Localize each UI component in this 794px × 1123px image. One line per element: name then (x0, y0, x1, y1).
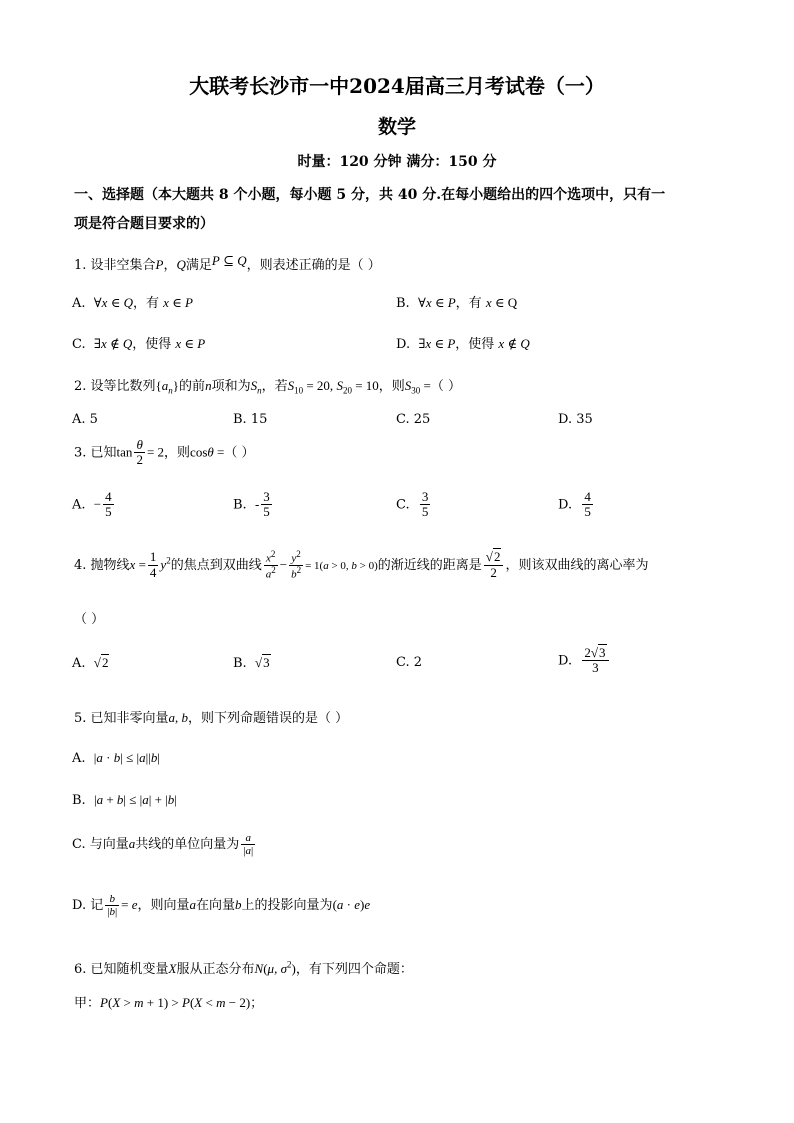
q3-option-a[interactable]: A. − $\frac{4}{5}$ (72, 489, 112, 520)
q1-option-c[interactable]: C. ∃x ∉ Q，使得 x ∈ P (72, 336, 206, 352)
q4-option-b[interactable]: B. √3 (233, 655, 270, 671)
q5-option-a[interactable]: A. |a · b| ≤ |a||b| (72, 750, 160, 766)
q4-option-d[interactable]: D. $\frac{2√3}{3}$ (558, 646, 611, 676)
question-5-stem: 5. 已知非零向量a, b，则下列命题错误的是（ ） (74, 710, 349, 726)
q1-option-b[interactable]: B. ∀x ∈ P，有 x ∈ Q (396, 295, 518, 311)
q3-option-c[interactable]: C. $\frac{3}{5}$ (396, 489, 429, 520)
subject-title: 数学 (377, 116, 416, 138)
question-2-stem: 2. 设等比数列$\{a_n\}$的前n项和为$S_n$，若$S_{10} = 20$, $S_{20} = 10$，则$S_{30}$ =（ ） (74, 378, 462, 396)
q3-option-b[interactable]: B. - $\frac{3}{5}$ (233, 489, 270, 520)
q4-answer-paren: （ ） (74, 612, 105, 627)
question-4-stem: 4. 抛物线x = $\frac{1}{4}$ $y^2$的焦点到双曲线 $\frac{x^2}{a^2}$ − $\frac{y^2}{b^2}$ = 1(a > 0, b > 0)的渐近线的距离是 $\frac{√2}{2}$ ，则该双曲线的离心率为 (74, 549, 649, 581)
q6-proposition-jia: 甲：P(X > m + 1) > P(X < m − 2)； (74, 995, 264, 1011)
q5-option-b[interactable]: B. |a + b| ≤ |a| + |b| (72, 792, 177, 808)
exam-time-info: 时量：120 分钟 满分：150 分 (297, 154, 497, 170)
q1-option-d[interactable]: D. ∃x ∈ P，使得 x ∉ Q (396, 336, 530, 352)
section-heading-line1: 一、选择题（本大题共 8 个小题，每小题 5 分，共 40 分.在每小题给出的四个选项中，只有一 (74, 187, 666, 203)
q4-option-a[interactable]: A. √2 (72, 655, 109, 671)
q2-option-c[interactable]: C. 25 (396, 412, 431, 427)
question-6-stem: 6. 已知随机变量X服从正态分布N(μ, $\sigma^2$)，有下列四个命题： (74, 959, 413, 977)
q5-option-c[interactable]: C. 与向量a共线的单位向量为 $\frac{a}{|a|}$ (72, 832, 254, 858)
q4-option-c[interactable]: C. 2 (396, 655, 423, 670)
q2-option-a[interactable]: A. 5 (72, 412, 98, 427)
question-1-stem: 1. 设非空集合P，Q满足P ⊆ Q，则表述正确的是（ ） (74, 253, 381, 273)
q2-option-d[interactable]: D. 35 (558, 412, 593, 427)
section-heading-line2: 项是符合题目要求的） (74, 216, 214, 232)
question-3-stem: 3. 已知tan $\frac{\theta}{2}$ = 2，则cosθ =（ ） (74, 437, 255, 468)
q2-option-b[interactable]: B. 15 (233, 412, 268, 427)
q3-option-d[interactable]: D. $\frac{4}{5}$ (558, 489, 591, 520)
exam-title: 大联考长沙市一中2024届高三月考试卷（一） (189, 74, 605, 98)
q5-option-d[interactable]: D. 记 $\frac{b}{|b|}$ = e，则向量a在向量b上的投影向量为(a · e)e (72, 893, 371, 919)
q1-option-a[interactable]: A. ∀x ∈ Q，有 x ∈ P (72, 295, 193, 311)
